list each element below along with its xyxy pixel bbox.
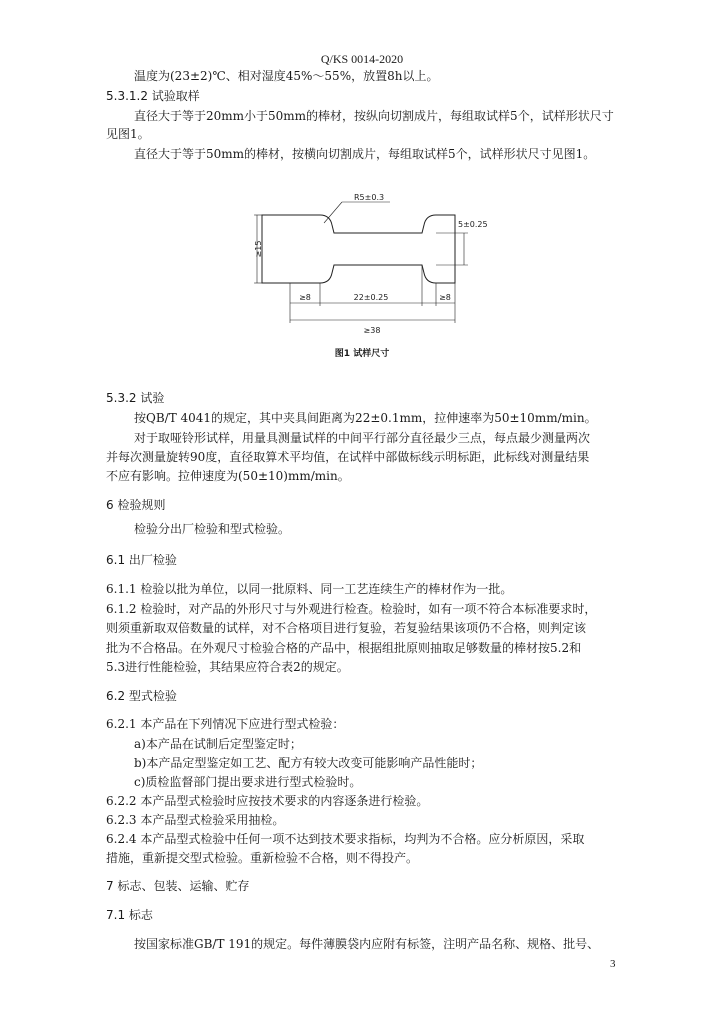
list-item-b: b)本产品定型鉴定如工艺、配方有较大改变可能影响产品性能时； <box>134 756 483 770</box>
dumbbell-specimen-drawing <box>250 193 488 338</box>
page-number: 3 <box>610 958 616 970</box>
standard-code: Q/KS 0014-2020 <box>320 52 404 66</box>
section-heading-6-2: 6.2 型式检验 <box>106 689 177 703</box>
paragraph-line: 直径大于等于50mm的棒材，按横向切割成片，每组取试样5个，试样形状尺寸见图1。 <box>134 147 596 161</box>
paragraph-line: 按QB/T 4041的规定，其中夹具间距离为22±0.1mm，拉伸速率为50±10mm/min。 <box>134 411 597 425</box>
paragraph-line: 6.2.2 本产品型式检验时应按技术要求的内容逐条进行检验。 <box>106 794 429 808</box>
paragraph-line: 6.1.1 检验以批为单位，以同一批原料、同一工艺连续生产的棒材作为一批。 <box>106 582 513 596</box>
paragraph-line: 则须重新取双倍数量的试样，对不合格项目进行复验，若复验结果该项仍不合格，则判定该 <box>106 621 587 635</box>
paragraph-line: 措施，重新提交型式检验。重新检验不合格，则不得投产。 <box>106 851 419 865</box>
gauge-length-label: 22±0.25 <box>353 293 389 302</box>
paragraph-line: 温度为(23±2)℃、相对湿度45%～55%，放置8h以上。 <box>134 69 439 83</box>
figure-caption: 图1 试样尺寸 <box>334 349 390 359</box>
height-label: ≥15 <box>254 240 263 258</box>
total-length-label: ≥38 <box>363 326 381 335</box>
thickness-label: 5±0.25 <box>458 220 488 229</box>
paragraph-line: 不应有影响。拉伸速度为(50±10)mm/min。 <box>106 469 350 483</box>
section-heading-6-1: 6.1 出厂检验 <box>106 553 177 567</box>
paragraph-line: 见图1。 <box>106 127 150 141</box>
section-heading-5-3-1-2: 5.3.1.2 试验取样 <box>106 89 200 103</box>
paragraph-line: 6.2.1 本产品在下列情况下应进行型式检验： <box>106 717 345 731</box>
paragraph-line: 6.1.2 检验时，对产品的外形尺寸与外观进行检查。检验时，如有一项不符合本标准要求时， <box>106 602 597 616</box>
grip-left-label: ≥8 <box>299 293 311 302</box>
paragraph-line: 批为不合格品。在外观尺寸检验合格的产品中，根据组批原则抽取足够数量的棒材按5.2和 <box>106 641 582 655</box>
paragraph-line: 按国家标准GB/T 191的规定。每件薄膜袋内应附有标签，注明产品名称、规格、批号、 <box>134 937 600 951</box>
paragraph-line: 5.3进行性能检验，其结果应符合表2的规定。 <box>106 660 349 674</box>
paragraph-line: 对于取哑铃形试样，用量具测量试样的中间平行部分直径最少三点，每点最少测量两次 <box>134 431 591 445</box>
paragraph-line: 检验分出厂检验和型式检验。 <box>134 522 291 536</box>
section-heading-7-1: 7.1 标志 <box>106 908 153 922</box>
section-heading-6: 6 检验规则 <box>106 498 166 512</box>
paragraph-line: 直径大于等于20mm小于50mm的棒材，按纵向切割成片，每组取试样5个，试样形状尺寸 <box>134 109 614 123</box>
section-heading-5-3-2: 5.3.2 试验 <box>106 391 165 405</box>
paragraph-line: 6.2.3 本产品型式检验采用抽检。 <box>106 813 285 827</box>
grip-right-label: ≥8 <box>439 293 451 302</box>
paragraph-line: 并每次测量旋转90度，直径取算术平均值，在试样中部做标线示明标距，此标线对测量结果 <box>106 450 590 464</box>
list-item-c: c)质检监督部门提出要求进行型式检验时。 <box>134 775 362 789</box>
radius-leader-line <box>324 202 342 223</box>
specimen-dimension-figure <box>250 193 488 338</box>
list-item-a: a)本产品在试制后定型鉴定时； <box>134 737 302 751</box>
specimen-outline <box>262 215 455 283</box>
section-heading-7: 7 标志、包装、运输、贮存 <box>106 879 250 893</box>
radius-label: R5±0.3 <box>354 193 385 202</box>
paragraph-line: 6.2.4 本产品型式检验中任何一项不达到技术要求指标，均判为不合格。应分析原因，采取 <box>106 832 585 846</box>
